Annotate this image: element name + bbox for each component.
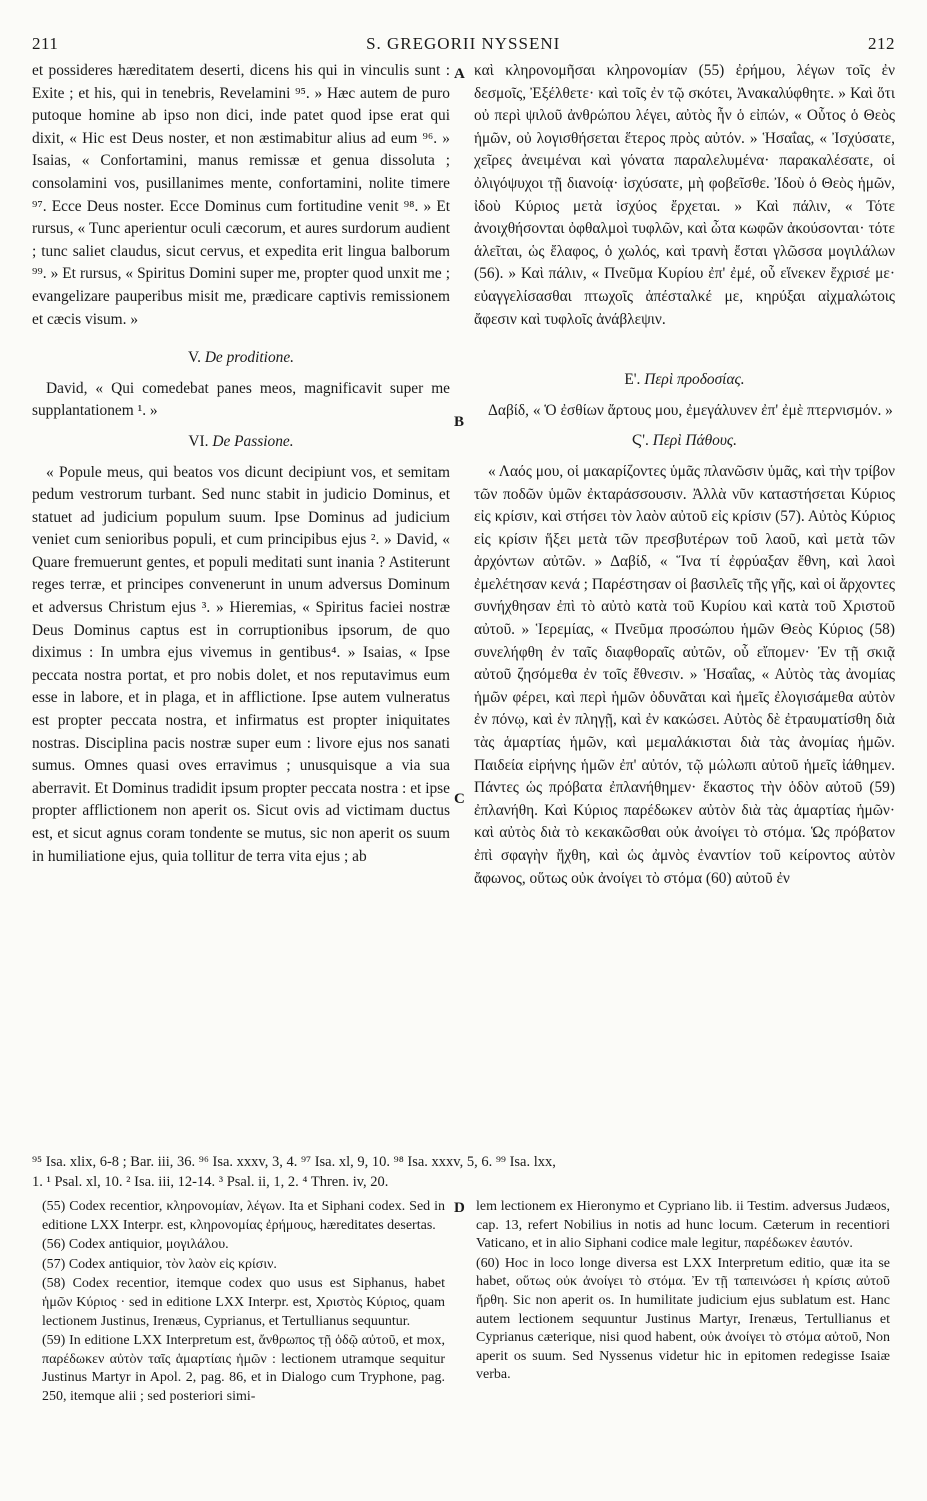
- scripture-references: [32, 1152, 895, 1192]
- greek-paragraph-1: καὶ κληρονομῆσαι κληρονομίαν (55) ἐρήμου, λέγων τοῖς ἐν δεσμοῖς, Ἐξέλθετε· καὶ τοῖς ἐν τῷ σκότει, Ἀνακαλύφθητε. » Καὶ ὅτι οὐ περὶ ψιλοῦ ἀνθρώπου λέγει, αὐτὸς ἦν ὁ εἰπών, « Οὗτος ὁ Θεὸς ἡμῶν, οὐ λογισθήσεται ἕτερος πρὸς αὐτόν. » Ἡσαΐας, « Ἰσχύσατε, χεῖρες ἀνειμέναι καὶ γόνατα παραλελυμένα· παρακαλέσατε, οἱ ὀλιγόψυχοι τῇ διανοίᾳ· ἰσχύσατε, μὴ φοβεῖσθε. Ἰδοὺ ὁ Θεὸς ἡμῶν, ἰδοὺ Κύριος μετὰ ἰσχύος ἔρχεται. » Καὶ πάλιν, « Τότε ἀνοιχθήσονται ὀφθαλμοὶ τυφλῶν, καὶ ὦτα κωφῶν ἀκούσονται· τότε ἁλεῖται, ὡς ἔλαφος, ὁ χωλός, καὶ τρανὴ ἔσται γλῶσσα μογιλάλων (56). » Καὶ πάλιν, « Πνεῦμα Κυρίου ἐπ' ἐμέ, οὗ εἵνεκεν ἔχρισέ με· εὐαγγελίσασθαι πτωχοῖς ἀπέσταλκέ με, κηρύξαι αἰχμαλώτοις ἄφεσιν καὶ τυφλοῖς ἀνάβλεψιν.: [474, 62, 895, 328]
- footnote-60: (60) Hoc in loco longe diversa est LXX Interpretum editio, quæ ita se habet, οὕτως οὐκ ἀνοίγει τὸ στόμα. Ἐν τῇ ταπεινώσει ἡ κρίσις αὐτοῦ ἤρθη. Sic non aperit os. In humilitate judicium ejus sublatum est. Hanc autem lectionem sequuntur Justinus Martyr, Irenæus, Tertullianus et Cyprianus cæterique, nisi quod habent, οὐκ ἀνοίγει τὸ στόμα αὐτοῦ, Non aperit os suum. Sed Nyssenus videtur hic in epitomen redegisse Isaiæ verba.: [476, 1255, 890, 1383]
- latin-section-5-heading: [32, 347, 450, 370]
- margin-marker-b: B: [454, 414, 465, 430]
- greek-column: [474, 60, 895, 890]
- scripture-references-line-1: ⁹⁵ Isa. xlix, 6-8 ; Bar. iii, 36. ⁹⁶ Isa. xxxv, 3, 4. ⁹⁷ Isa. xl, 9, 10. ⁹⁸ Isa. xxxv, 5, 6. ⁹⁹ Isa. lxx,: [32, 1154, 556, 1170]
- latin-paragraph-1: et possideres hæreditatem deserti, dicens his qui in vinculis sunt : Exite ; et his, qui in tenebris, Revelamini ⁹⁵. » Hæc autem de puro putoque homine ab ipso non dici, inde patet quod ipse erat qui dixit, « Hic est Deus noster, et non æstimabitur alius ad eum ⁹⁶. » Isaias, « Confortamini, manus remissæ et genua dissoluta ; consolamini vos, pusillanimes mente, confortamini, nolite timere ⁹⁷. Ecce Deus noster. Ecce Dominus cum fortitudine venit ⁹⁸. » Et rursus, « Tunc aperientur oculi cæcorum, et aures surdorum audient ; tunc saliet claudus, sicut cervus, et expedita erit lingua balborum ⁹⁹. » Et rursus, « Spiritus Domini super me, propter quod unxit me ; evangelizare pauperibus misit me, prædicare captivis remissionem et cæcis visum. »: [32, 62, 450, 328]
- latin-section-5-title: De proditione.: [204, 349, 295, 367]
- greek-paragraph-3: « Λαός μου, οἱ μακαρίζοντες ὑμᾶς πλανῶσιν ὑμᾶς, καὶ τὴν τρίβον τῶν ποδῶν ὑμῶν ἐκταράσσουσιν. Ἀλλὰ νῦν καταστήσεται Κύριος εἰς κρίσιν, καὶ στήσει τὸν λαὸν αὐτοῦ εἰς κρίσιν (57). Αὐτὸς Κύριος εἰς κρίσιν ἥξει μετὰ τῶν πρεσβυτέρων τοῦ λαοῦ, καὶ μετὰ τῶν ἀρχόντων αὐτῶν. » Δαβίδ, « Ἵνα τί ἐφρύαξαν ἔθνη, καὶ λαοὶ ἐμελέτησαν κενά ; Παρέστησαν οἱ βασιλεῖς τῆς γῆς, καὶ οἱ ἄρχοντες συνήχθησαν ἐπὶ τὸ αὐτὸ κατὰ τοῦ Κυρίου καὶ κατὰ τοῦ Χριστοῦ αὐτοῦ. » Ἱερεμίας, « Πνεῦμα προσώπου ἡμῶν Θεὸς Κύριος (58) συνελήφθη ἐν ταῖς διαφθοραῖς αὐτῶν, οὗ εἴπομεν· Ἐν τῇ σκιᾷ αὐτοῦ ζησόμεθα ἐν τοῖς ἔθνεσιν. » Ἡσαΐας, « Αὐτὸς τὰς ἀνομίας ἡμῶν φέρει, καὶ περὶ ἡμῶν ὀδυνᾶται καὶ ἡμεῖς ἐλογισάμεθα αὐτὸν ἐν πόνῳ, καὶ ἐν πληγῇ, καὶ ἐν κακώσει. Αὐτὸς δὲ ἐτραυματίσθη διὰ τὰς ἁμαρτίας ἡμῶν, καὶ μεμαλάκισται διὰ τὰς ἀνομίας ἡμῶν. Παιδεία εἰρήνης ἡμῶν ἐπ' αὐτόν, τῷ μώλωπι αὐτοῦ ἡμεῖς ἰάθημεν. Πάντες ὡς πρόβατα ἐπλανήθημεν· ἕκαστος τὴν ὁδὸν αὐτοῦ (59) ἐπλανήθη. Καὶ Κύριος παρέδωκεν αὐτὸν διὰ τὰς ἁμαρτίας ἡμῶν· καὶ αὐτὸς διὰ τὸ κεκακῶσθαι οὐκ ἀνοίγει τὸ στόμα. Ὡς πρόβατον ἐπὶ σφαγὴν ἤχθη, καὶ ὡς ἀμνὸς ἐναντίον τοῦ κείροντος αὐτὸν ἄφωνος, οὕτως οὐκ ἀνοίγει τὸ στόμα (60) αὐτοῦ ἐν: [474, 462, 895, 887]
- greek-section-6-heading: [474, 430, 895, 453]
- latin-section-6-title: De Passione.: [212, 432, 294, 450]
- latin-column: [32, 60, 450, 868]
- greek-section-6-title: Περὶ Πάθους.: [652, 432, 738, 450]
- greek-section-5-heading: [474, 369, 895, 392]
- latin-paragraph-2: David, « Qui comedebat panes meos, magnificavit super me supplantationem ¹. »: [32, 379, 450, 420]
- page-number-left: 211: [32, 34, 59, 53]
- margin-marker-d: D: [454, 1200, 465, 1216]
- latin-section-6-number: VI.: [188, 432, 209, 450]
- footnote-56: (56) Codex antiquior, μογιλάλου.: [42, 1237, 229, 1253]
- margin-marker-a: A: [454, 66, 465, 82]
- latin-paragraph-3: « Popule meus, qui beatos vos dicunt decipiunt vos, et semitam pedum vestrorum turbant. Sed nunc stabit in judicio Dominus, et statuet ad judicium populum suum. Ipse Dominus ad judicium veniet cum senioribus populi, et cum principibus ejus ². » David, « Quare fremuerunt gentes, et populi meditati sunt inania ? Astiterunt reges terræ, et principes convenerunt in unum adversus Dominum et adversus Christum ejus ³. » Hieremias, « Spiritus faciei nostræ Deus Dominus captus est in corruptionibus ipsorum, de quo diximus : In umbra ejus vivemus in gentibus⁴. » Isaias, « Ipse peccata nostra portat, et pro nobis dolet, et nos reputavimus eum esse in labore, et in plaga, et in afflictione. Ipse autem vulneratus est propter peccata nostra, et infirmatus est propter iniquitates nostras. Disciplina pacis nostræ super eum : livore ejus nos sanati sumus. Omnes quasi oves erravimus ; unusquisque a via sua aberravit. Et Dominus tradidit ipsum propter peccata nostra : et ipse propter afflictionem non aperit os. Sicut ovis ad victimam ductus est, et sicut agnus coram tondente se mutus, sic non aperit os suum in humiliatione ejus, quia tollitur de terra vita ejus ; ab: [32, 463, 450, 865]
- greek-paragraph-2: Δαβίδ, « Ὁ ἐσθίων ἄρτους μου, ἐμεγάλυνεν ἐπ' ἐμὲ πτερνισμόν. »: [488, 401, 893, 419]
- margin-marker-c: C: [454, 791, 465, 807]
- scripture-references-line-2: 1. ¹ Psal. xl, 10. ² Isa. iii, 12-14. ³ Psal. ii, 1, 2. ⁴ Thren. iv, 20.: [32, 1174, 389, 1190]
- footnote-55: (55) Codex recentior, κληρονομίαν, λέγων. Ita et Siphani codex. Sed in editione LXX Interpr. est, κληρονομίας ἐρήμους, hæreditates desertas.: [42, 1199, 445, 1233]
- footnotes-right: [476, 1198, 890, 1386]
- footnote-58: (58) Codex recentior, itemque codex quo usus est Siphanus, habet ἡμῶν Κύριος · sed in editione LXX Interpr. est, Χριστὸς Κύριος, quam lectionem Justinus, Irenæus, Cyprianus, et Tertullianus sequuntur.: [42, 1276, 445, 1329]
- latin-section-6-heading: [32, 431, 450, 454]
- page-header: [32, 30, 895, 58]
- running-title: S. GREGORII NYSSENI: [366, 34, 561, 53]
- footnotes-left: [42, 1198, 445, 1408]
- greek-section-6-number: Ϛ'.: [631, 432, 649, 450]
- latin-section-5-number: V.: [187, 349, 201, 367]
- footnote-59: (59) In editione LXX Interpretum est, ἄνθρωπος τῇ ὁδῷ αὐτοῦ, et mox, παρέδωκεν αὐτὸν ταῖς ἁμαρτίαις ἡμῶν : lectionem utramque sequitur Justinus Martyr in Apol. 2, pag. 86, et in Dialogo cum Tryphone, pag. 250, itemque alii ; sed posteriori simi-: [42, 1333, 445, 1404]
- footnote-57: (57) Codex antiquior, τὸν λαὸν εἰς κρίσιν.: [42, 1256, 277, 1272]
- greek-section-5-number: Ε'.: [624, 371, 641, 389]
- footnote-59-continued: lem lectionem ex Hieronymo et Cypriano lib. ii Testim. adversus Judæos, cap. 13, refert Nobilius in notis ad hunc locum. Cæterum in recentiori Vaticano, et in alio Siphani codice male legitur, παρέδωκεν ἑαυτόν.: [476, 1199, 890, 1252]
- page-number-right: 212: [868, 34, 895, 53]
- greek-section-5-title: Περὶ προδοσίας.: [644, 371, 745, 389]
